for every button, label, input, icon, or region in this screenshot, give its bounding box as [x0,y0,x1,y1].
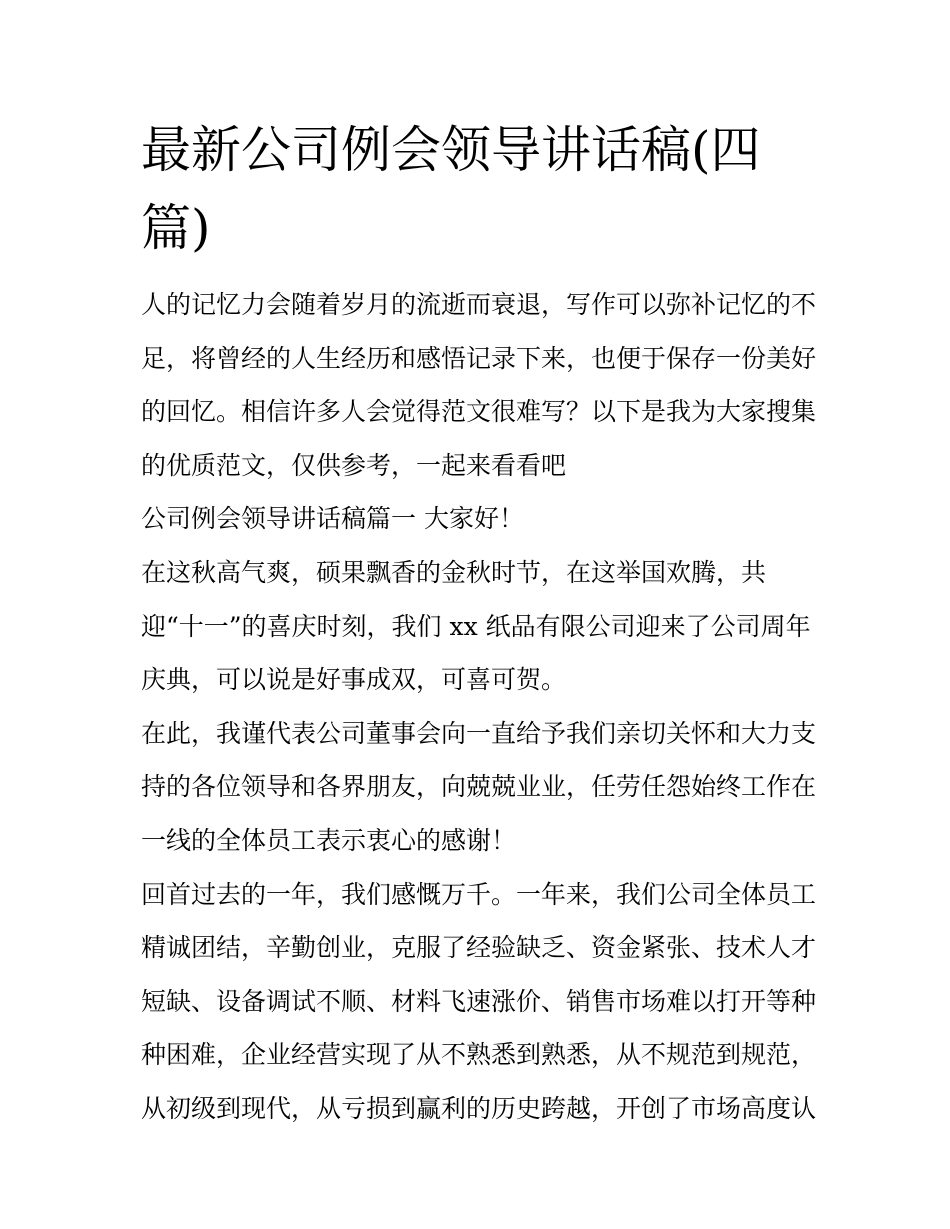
text-line: 人的记忆力会随着岁月的流逝而衰退，写作可以弥补记忆的不 [141,290,817,319]
text-line: 持的各位领导和各界朋友，向兢兢业业，任劳任怨始终工作在 [141,772,817,802]
paragraph-section-heading [141,492,813,546]
text-line: 足，将曾经的人生经历和感悟记录下来，也便于保存一份美好 [141,343,817,373]
text-line: 的回忆。相信许多人会觉得范文很难写？以下是我为大家搜集 [141,397,817,427]
paragraph-celebration [141,546,813,707]
paragraph-intro [141,278,817,492]
text-line: 在这秋高气爽，硕果飘香的金秋时节，在这举国欢腾，共 [141,557,767,587]
text-line: 迎“十一”的喜庆时刻，我们 xx 纸品有限公司迎来了公司周年 [141,611,811,641]
text-line: 庆典，可以说是好事成双，可喜可贺。 [141,665,567,695]
text-line: 公司例会领导讲话稿篇一 大家好！ [141,504,524,534]
text-line: 一线的全体员工表示衷心的感谢！ [141,825,517,855]
text-line: 的优质范文，仅供参考，一起来看看吧 [141,450,567,480]
document-title: 最新公司例会领导讲话稿(四篇) [141,121,761,257]
text-line: 在此，我谨代表公司董事会向一直给予我们亲切关怀和大力支 [141,718,817,748]
paragraph-thanks [141,707,817,868]
document-body [141,278,817,1136]
text-line: 短缺、设备调试不顺、材料飞速涨价、销售市场难以打开等种 [141,986,817,1016]
text-line: 从初级到现代，从亏损到赢利的历史跨越，开创了市场高度认 [141,1093,817,1123]
paragraph-review [141,868,817,1136]
text-line: 精诚团结，辛勤创业，克服了经验缺乏、资金紧张、技术人才 [141,933,817,963]
text-line: 回首过去的一年，我们感慨万千。一年来，我们公司全体员工 [141,879,817,909]
text-line: 种困难，企业经营实现了从不熟悉到熟悉，从不规范到规范， [141,1040,817,1070]
